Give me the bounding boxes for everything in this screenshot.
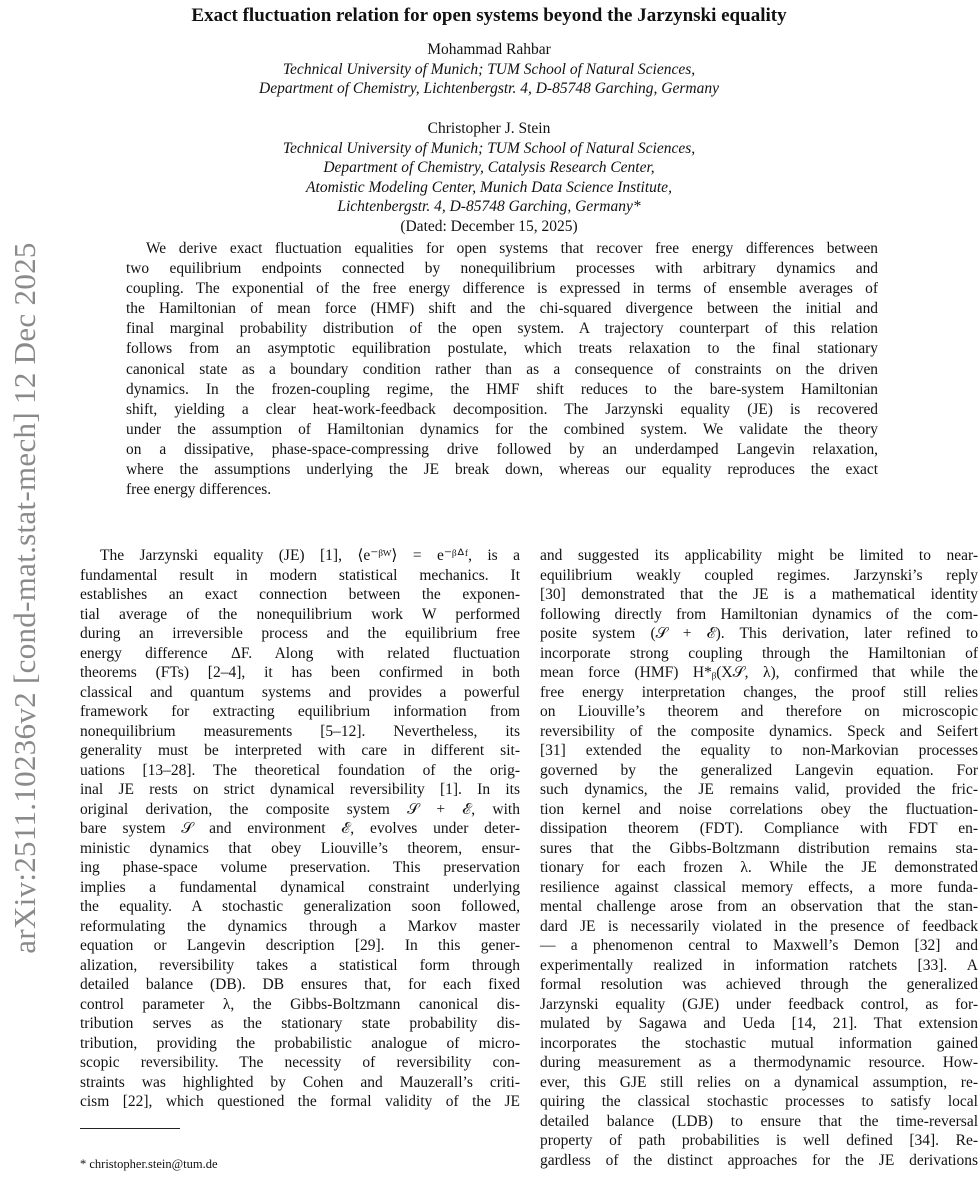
text-line: on Liouville’s theorem and therefore on microscopic xyxy=(540,703,978,720)
text-line: tion kernel and noise correlations obey the fluctuation- xyxy=(540,800,978,818)
text-line: Jarzynski equality (GJE) under feedback control, as for- xyxy=(540,995,978,1013)
text-line: incorporate strong coupling through the Hamiltonian of xyxy=(540,644,978,662)
text-line: — a phenomenon central to Maxwell’s Demon [32] and xyxy=(540,937,978,954)
text-line: We derive exact fluctuation equalities for open systems that recover free energy differences between xyxy=(146,240,878,257)
footnote-divider xyxy=(80,1128,180,1129)
text-line: detailed balance (DB). DB ensures that, for each fixed xyxy=(80,976,520,993)
text-line: theorems (FTs) [2–4], it has been confirmed in both xyxy=(80,664,520,681)
text-line: scopic reversibility. The necessity of reversibility con- xyxy=(80,1054,520,1071)
text-line: on a dissipative, phase-space-compressing drive followed by an underdamped Langevin relaxation, xyxy=(126,440,878,458)
text-line: cism [22], which questioned the formal validity of the JE xyxy=(80,1093,520,1110)
paper-title: Exact fluctuation relation for open systems beyond the Jarzynski equality xyxy=(191,5,787,26)
footnote-email: * christopher.stein@tum.de xyxy=(80,1157,218,1171)
author-name: Mohammad Rahbar xyxy=(427,41,551,58)
text-line: framework for extracting equilibrium information from xyxy=(80,703,520,720)
text-line: resilience against classical memory effects, a more funda- xyxy=(540,878,978,896)
text-line: mulated by Sagawa and Ueda [14, 21]. That extension xyxy=(540,1015,978,1032)
author-affiliation-line: Atomistic Modeling Center, Munich Data Science Institute, xyxy=(306,178,672,196)
text-line: equilibrium weakly coupled regimes. Jarzynski’s reply xyxy=(540,566,978,584)
text-line: quiring the classical stochastic processes to satisfy local xyxy=(540,1093,978,1110)
text-line: tionary for each frozen λ. While the JE demonstrated xyxy=(540,859,978,876)
text-line: during an irreversible process and the equilibrium free xyxy=(80,625,520,642)
text-line: tribution, providing the probabilistic analogue of micro- xyxy=(80,1034,520,1052)
text-line: tial average of the nonequilibrium work W performed xyxy=(80,605,520,623)
text-line: control parameter λ, the Gibbs-Boltzmann canonical dis- xyxy=(80,995,520,1013)
author-affiliation-line: Technical University of Munich; TUM School of Natural Sciences, xyxy=(282,139,696,157)
text-line: posite system (𝒮 + ℰ). This derivation, later refined to xyxy=(540,625,978,642)
text-line: experimentally realized in information ratchets [33]. A xyxy=(540,956,978,974)
text-line: implies a fundamental dynamical constraint underlying xyxy=(80,878,520,896)
body-left-column xyxy=(80,546,520,1112)
text-line: dissipation theorem (FDT). Compliance with FDT en- xyxy=(540,820,978,837)
text-line: fundamental result in modern statistical mechanics. It xyxy=(80,566,520,584)
text-line: reformulating the dynamics through a Markov master xyxy=(80,917,520,935)
text-line: straints was highlighted by Cohen and Mauzerall’s criti- xyxy=(80,1073,520,1091)
text-line: sures that the Gibbs-Boltzmann distribution remains sta- xyxy=(540,839,978,857)
text-line: energy difference ΔF. Along with related fluctuation xyxy=(80,644,520,662)
dated-line: (Dated: December 15, 2025) xyxy=(400,217,578,235)
author-affiliation-line: Lichtenbergstr. 4, D-85748 Garching, Germany* xyxy=(337,198,641,215)
text-line: canonical state as a boundary condition rather than as a consequence of constraints on the driven xyxy=(126,360,878,378)
text-line: mean force (HMF) H*ᵦ(X𝒮, λ), confirmed that while the xyxy=(540,664,978,681)
text-line: gardless of the distinct approaches for the JE derivations xyxy=(540,1151,978,1169)
text-line: where the assumptions underlying the JE break down, whereas our equality reproduces the exact xyxy=(126,461,878,479)
text-line: formal resolution was achieved through the generalized xyxy=(540,976,978,993)
author-affiliation-line: Department of Chemistry, Catalysis Research Center, xyxy=(323,159,655,176)
text-line: follows from an asymptotic equilibration postulate, which treats relaxation to the final stationary xyxy=(126,340,878,358)
text-line: free energy differences. xyxy=(126,481,272,499)
text-line: alization, reversibility takes a statistical form through xyxy=(80,956,520,974)
text-line: under the assumption of Hamiltonian dynamics for the combined system. We validate the theory xyxy=(126,420,878,438)
text-line: tribution serves as the stationary state probability dis- xyxy=(80,1015,520,1032)
text-line: detailed balance (LDB) to ensure that the time-reversal xyxy=(540,1112,978,1130)
text-line: incorporates the stochastic mutual information gained xyxy=(540,1034,978,1052)
text-line: original derivation, the composite system 𝒮 + ℰ, with xyxy=(80,800,520,818)
text-line: free energy interpretation changes, the proof still relies xyxy=(540,683,978,701)
text-line: such dynamics, the JE remains valid, provided the fric- xyxy=(540,781,978,798)
text-line: dard JE is necessarily violated in the presence of feedback xyxy=(540,917,978,935)
text-line: following directly from Hamiltonian dynamics of the com- xyxy=(540,605,978,623)
text-line: ever, this GJE still relies on a dynamical assumption, re- xyxy=(540,1073,978,1091)
text-line: ministic dynamics that obey Liouville’s theorem, ensur- xyxy=(80,839,520,857)
text-line: dynamics. In the frozen-coupling regime, the HMF shift reduces to the bare-system Hamiltonian xyxy=(126,380,878,398)
text-line: mental challenge arose from an observation that the stan- xyxy=(540,898,978,915)
text-line: equation or Langevin description [29]. In this gener- xyxy=(80,937,520,954)
text-line: the equality. A stochastic generalization soon followed, xyxy=(80,898,520,915)
text-line: two equilibrium endpoints connected by nonequilibrium processes with arbitrary dynamics and xyxy=(126,260,878,278)
text-line: nonequilibrium measurements [5–12]. Nevertheless, its xyxy=(80,722,520,740)
author-affiliation-line: Department of Chemistry, Lichtenbergstr. 4, D-85748 Garching, Germany xyxy=(259,80,719,97)
text-line: The Jarzynski equality (JE) [1], ⟨e⁻ᵝᵂ⟩ = e⁻ᵝᐞᶠ, is a xyxy=(100,547,520,564)
text-line: during measurement as a thermodynamic resource. How- xyxy=(540,1054,978,1071)
abstract xyxy=(126,239,878,500)
author-block-1 xyxy=(0,40,978,99)
text-line: establishes an exact connection between the exponen- xyxy=(80,586,520,603)
text-line: reversibility of the composite dynamics. Speck and Seifert xyxy=(540,722,978,740)
author-name: Christopher J. Stein xyxy=(427,120,551,137)
text-line: coupling. The exponential of the free energy difference is expressed in terms of ensemble averages of xyxy=(126,280,878,298)
text-line: ing phase-space volume preservation. This preservation xyxy=(80,859,520,876)
text-line: property of path probabilities is well defined [34]. Re- xyxy=(540,1132,978,1149)
author-block-2 xyxy=(0,119,978,236)
text-line: generality must be interpreted with care in different sit- xyxy=(80,742,520,759)
text-line: shift, yielding a clear heat-work-feedback decomposition. The Jarzynski equality (JE) is recovered xyxy=(126,400,878,418)
text-line: uations [13–28]. The theoretical foundation of the orig- xyxy=(80,761,520,779)
text-line: [31] extended the equality to non-Markovian processes xyxy=(540,742,978,759)
text-line: the Hamiltonian of mean force (HMF) shift and the chi-squared divergence between the initial and xyxy=(126,300,878,318)
body-right-column xyxy=(540,546,978,1170)
text-line: governed by the generalized Langevin equation. For xyxy=(540,761,978,779)
arxiv-identifier-sidebar: arXiv:2511.10236v2 [cond-mat.stat-mech] 12 Dec 2025 xyxy=(7,242,42,954)
text-line: bare system 𝒮 and environment ℰ, evolves under deter- xyxy=(80,820,520,837)
text-line: and suggested its applicability might be limited to near- xyxy=(540,547,978,564)
text-line: inal JE rests on strict dynamical reversibility [1]. In its xyxy=(80,781,520,798)
text-line: classical and quantum systems and provides a powerful xyxy=(80,683,520,701)
text-line: [30] demonstrated that the JE is a mathematical identity xyxy=(540,586,978,603)
author-affiliation-line: Technical University of Munich; TUM School of Natural Sciences, xyxy=(282,60,696,78)
text-line: final marginal probability distribution of the open system. A trajectory counterpart of this relation xyxy=(126,320,878,338)
